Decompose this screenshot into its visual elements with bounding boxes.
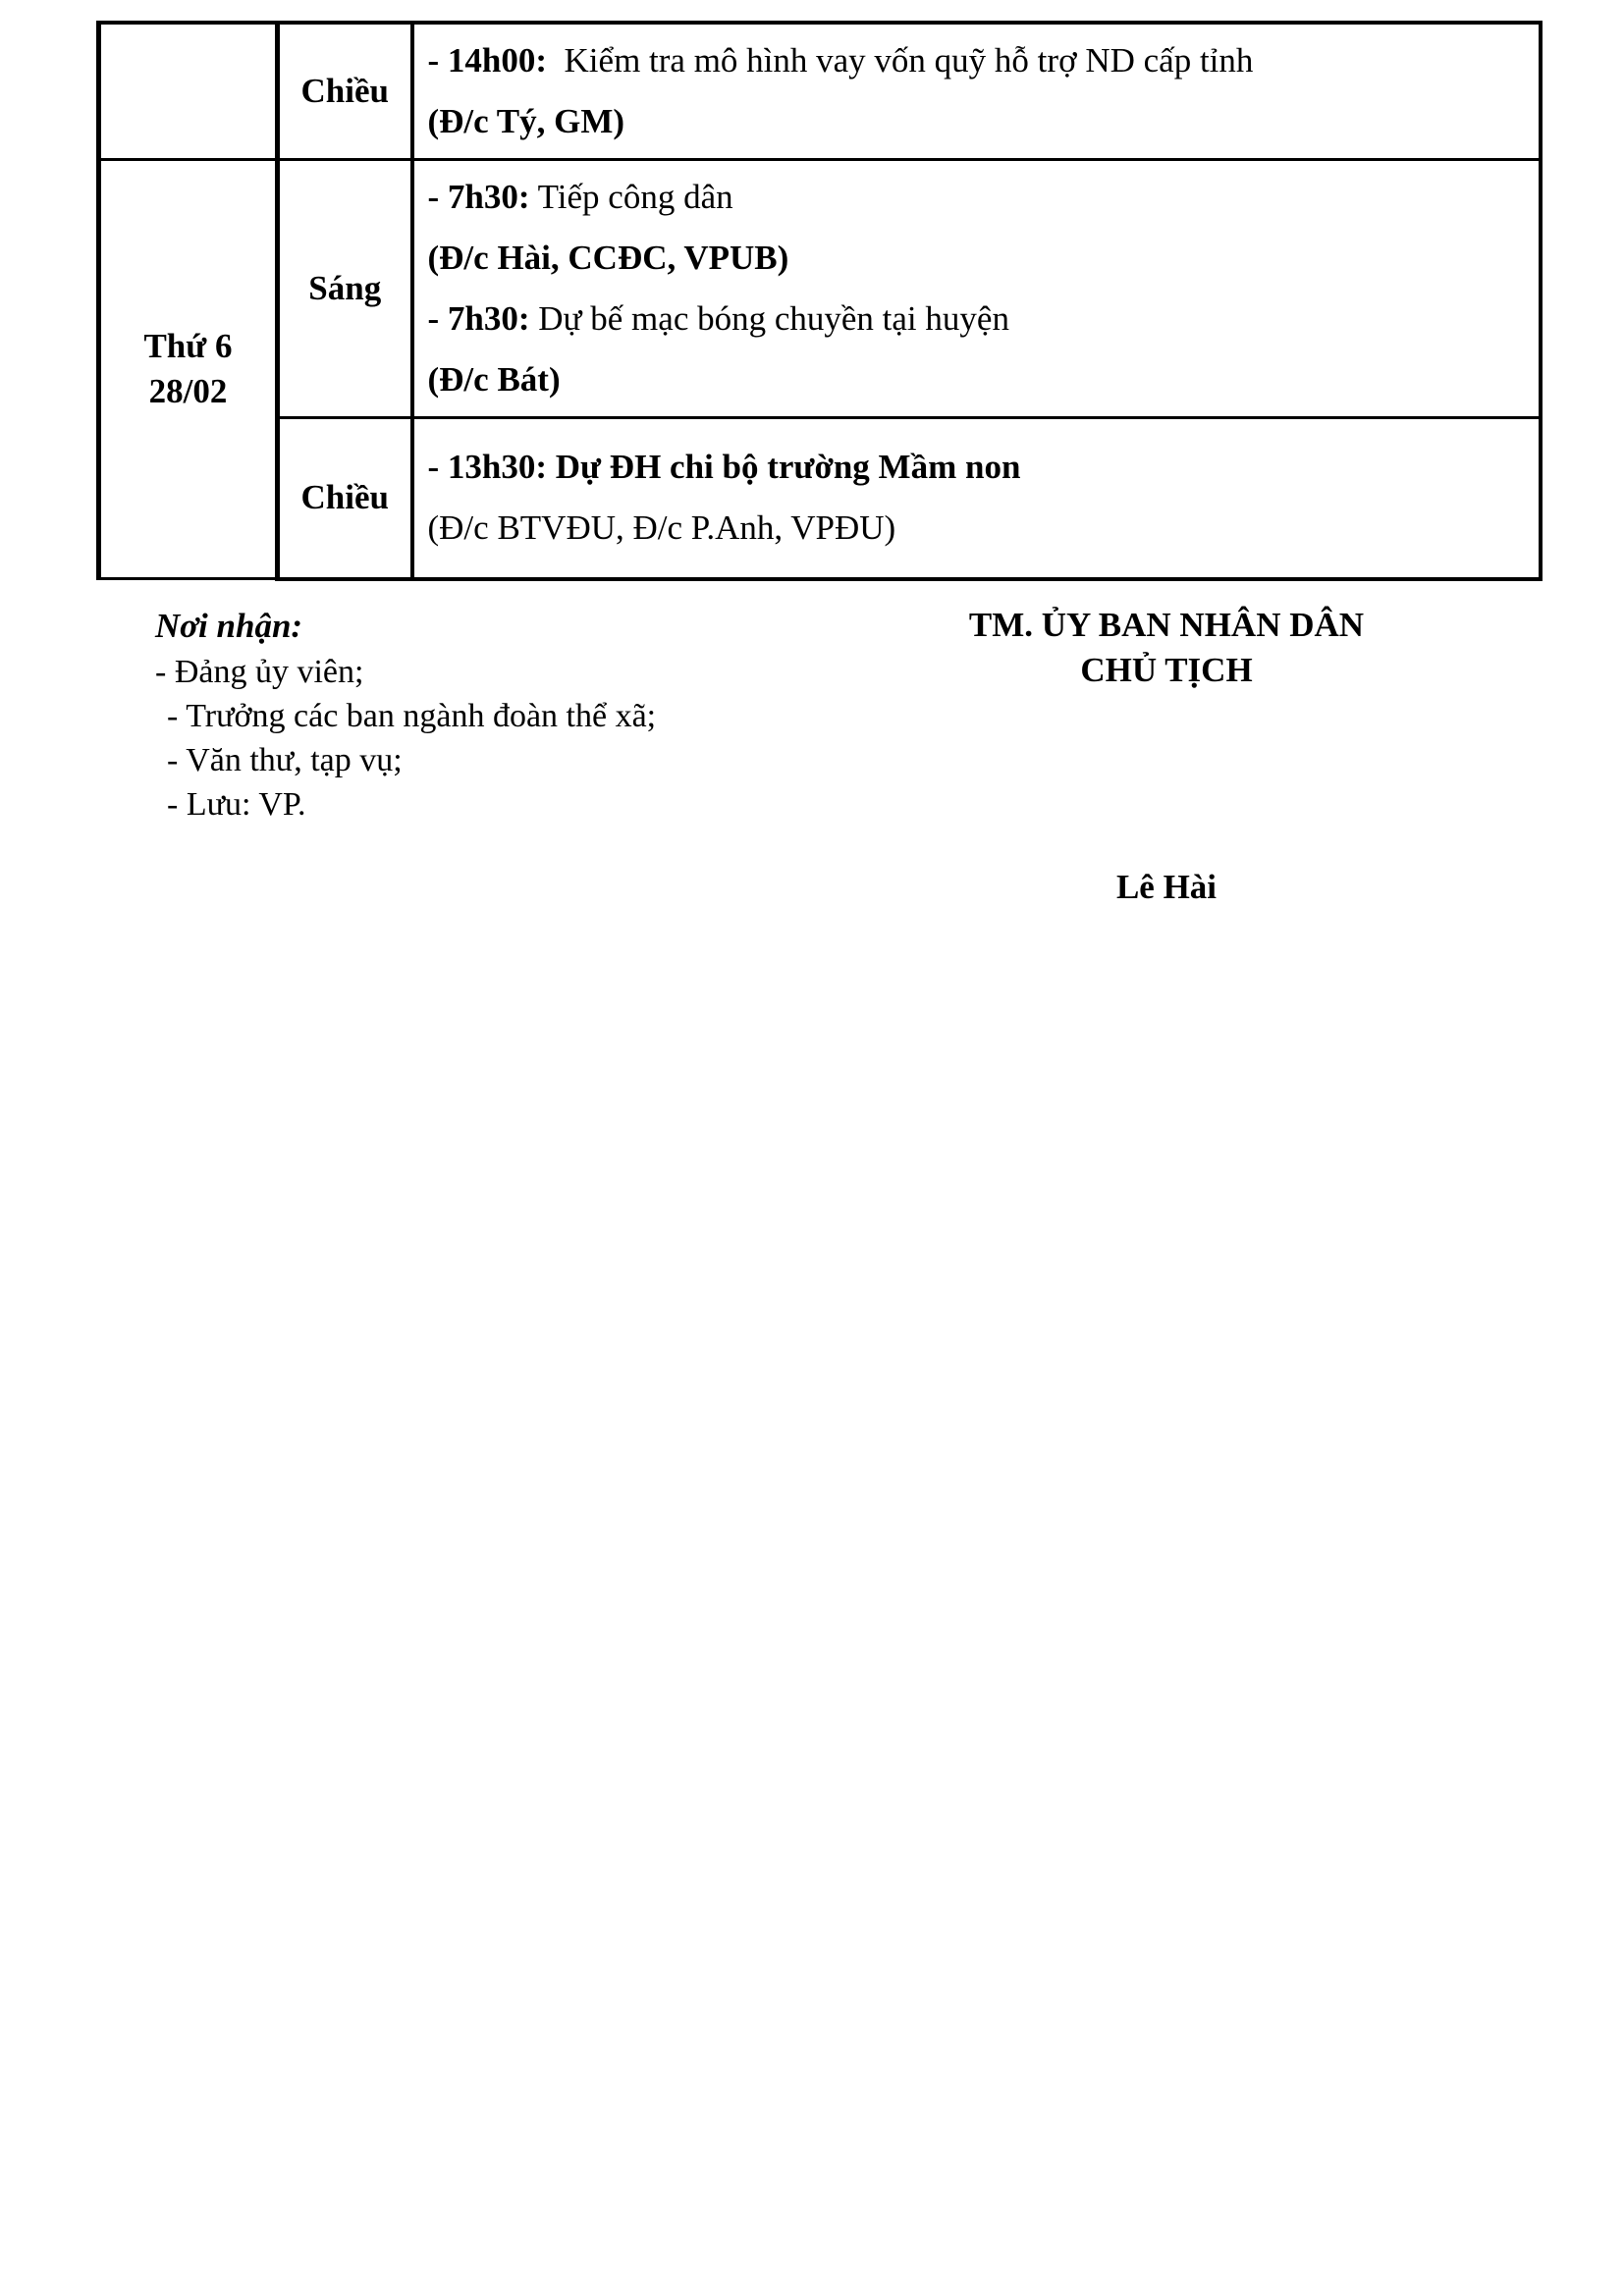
activity-line: - 14h00: Kiểm tra mô hình vay vốn quỹ hỗ trợ ND cấp tỉnh	[427, 41, 1254, 80]
signature-block	[872, 603, 1461, 693]
session-cell: Chiều	[278, 23, 412, 160]
recipient-item: - Trưởng các ban ngành đoàn thể xã;	[167, 698, 657, 734]
activity-participants: (Đ/c Tý, GM)	[427, 102, 625, 140]
activity-line: - 7h30: Tiếp công dân	[427, 178, 733, 216]
signature-title: CHỦ TỊCH	[1080, 651, 1253, 689]
signer-name: Lê Hài	[1115, 868, 1218, 906]
day-name: Thứ 6	[143, 327, 233, 365]
schedule-row-friday-afternoon	[99, 418, 1541, 579]
schedule-row-friday-morning	[99, 160, 1541, 418]
recipients-heading: Nơi nhận:	[155, 607, 303, 645]
schedule-row-prev-afternoon	[99, 23, 1541, 160]
activity-cell-afternoon	[412, 418, 1541, 579]
activity-cell-morning	[412, 160, 1541, 418]
day-date: 28/02	[148, 372, 228, 410]
session-cell-morning: Sáng	[278, 160, 412, 418]
recipients-block	[155, 603, 656, 827]
activity-participants: (Đ/c BTVĐU, Đ/c P.Anh, VPĐU)	[427, 508, 896, 548]
session-cell-afternoon: Chiều	[278, 418, 412, 579]
activity-line: - 7h30: Dự bế mạc bóng chuyền tại huyện	[427, 299, 1009, 338]
activity-line: - 13h30: Dự ĐH chi bộ trường Mầm non	[427, 448, 1021, 487]
work-schedule-table	[96, 21, 1543, 581]
recipient-item: - Đảng ủy viên;	[155, 654, 364, 690]
signature-org: TM. ỦY BAN NHÂN DÂN	[968, 606, 1365, 644]
day-cell-empty	[99, 23, 278, 160]
recipient-item: - Lưu: VP.	[167, 786, 306, 823]
activity-cell	[412, 23, 1541, 160]
activity-participants: (Đ/c Bát)	[427, 360, 561, 399]
activity-participants: (Đ/c Hài, CCĐC, VPUB)	[427, 239, 789, 277]
recipient-item: - Văn thư, tạp vụ;	[167, 742, 403, 778]
day-cell-friday	[99, 160, 278, 579]
